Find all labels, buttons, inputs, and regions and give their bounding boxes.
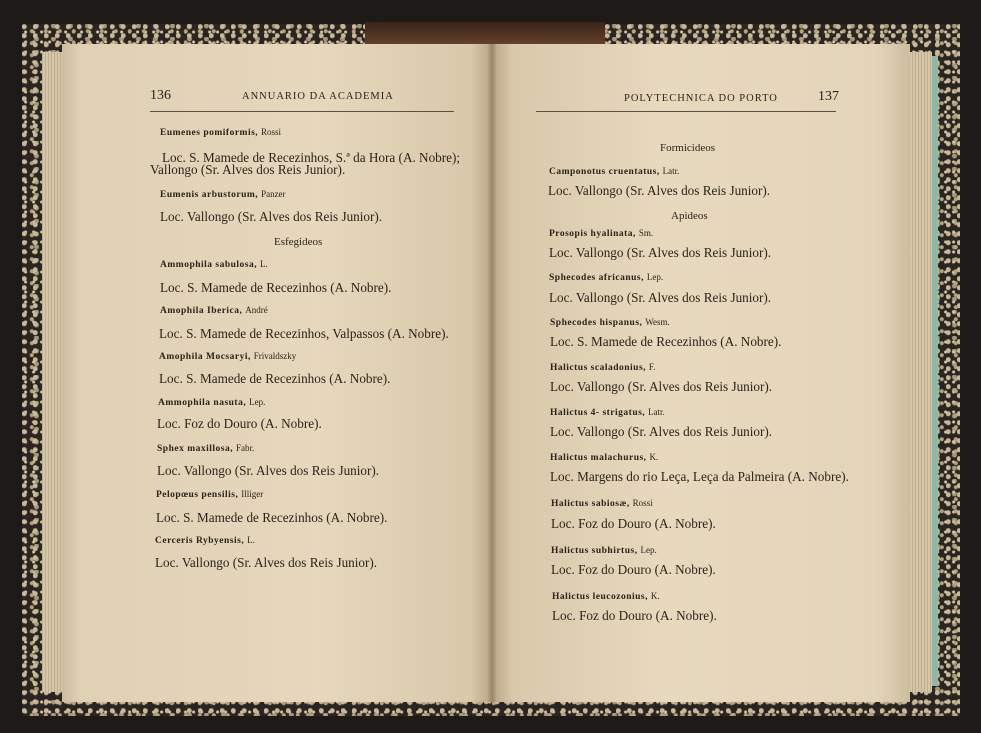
species-name: Sphecodes hispanus, Wesm. xyxy=(550,317,670,328)
left-page-number: 136 xyxy=(150,88,171,103)
species-name: Cerceris Rybyensis, L. xyxy=(155,535,255,546)
species-name: Camponotus cruentatus, Latr. xyxy=(549,166,680,177)
species-name: Amophila Mocsaryi, Frivaldszky xyxy=(159,351,297,362)
species-name: Sphecodes africanus, Lep. xyxy=(549,272,664,283)
species-name: Halictus subhirtus, Lep. xyxy=(551,545,657,556)
right-page-number: 137 xyxy=(818,89,839,104)
species-name: Eumenes pomiformis, Rossi xyxy=(160,127,282,138)
locality-text: Loc. Margens do rio Leça, Leça da Palmeira (A. Nobre). xyxy=(550,469,849,484)
species-name: Ammophila sabulosa, L. xyxy=(160,259,268,270)
section-heading: Esfegideos xyxy=(274,236,323,248)
section-heading: Apideos xyxy=(671,210,708,222)
species-name: Eumenis arbustorum, Panzer xyxy=(160,189,286,200)
locality-text: Loc. S. Mamede de Recezinhos, Valpassos (A. Nobre). xyxy=(159,326,449,341)
left-running-head: ANNUARIO DA ACADEMIA xyxy=(242,91,394,102)
species-name: Prosopis hyalinata, Sm. xyxy=(549,228,654,239)
locality-text: Loc. Foz do Douro (A. Nobre). xyxy=(551,562,716,577)
species-name: Halictus malachurus, K. xyxy=(550,452,659,463)
locality-text: Loc. Vallongo (Sr. Alves dos Reis Junior). xyxy=(548,183,771,198)
species-name: Halictus 4- strigatus, Latr. xyxy=(550,407,665,418)
species-name: Amophila Iberica, André xyxy=(160,305,268,316)
species-name: Halictus sabiosæ, Rossi xyxy=(551,498,653,509)
locality-text: Loc. Foz do Douro (A. Nobre). xyxy=(552,608,717,623)
locality-text: Loc. S. Mamede de Recezinhos, S.ª da Hora (A. Nobre); xyxy=(162,150,461,165)
left-head-rule xyxy=(150,111,454,112)
locality-text: Loc. Vallongo (Sr. Alves dos Reis Junior). xyxy=(549,290,772,305)
locality-text: Loc. Vallongo (Sr. Alves dos Reis Junior). xyxy=(160,209,383,224)
locality-text: Loc. S. Mamede de Recezinhos (A. Nobre). xyxy=(156,510,388,525)
locality-text: Vallongo (Sr. Alves dos Reis Junior). xyxy=(150,162,346,177)
locality-text: Loc. Vallongo (Sr. Alves dos Reis Junior). xyxy=(157,463,380,478)
species-name: Sphex maxillosa, Fabr. xyxy=(157,443,255,454)
species-name: Halictus scaladonius, F. xyxy=(550,362,656,373)
section-heading: Formicideos xyxy=(660,142,715,154)
species-name: Pelopœus pensilis, Illiger xyxy=(156,489,264,500)
locality-text: Loc. Vallongo (Sr. Alves dos Reis Junior). xyxy=(550,379,773,394)
page-edges-left xyxy=(42,52,62,692)
species-name: Halictus leucozonius, K. xyxy=(552,591,660,602)
page-edges-right xyxy=(910,52,932,692)
right-running-head: POLYTECHNICA DO PORTO xyxy=(624,93,778,104)
gutter xyxy=(487,44,497,702)
locality-text: Loc. S. Mamede de Recezinhos (A. Nobre). xyxy=(160,280,392,295)
locality-text: Loc. Foz do Douro (A. Nobre). xyxy=(551,516,716,531)
locality-text: Loc. S. Mamede de Recezinhos (A. Nobre). xyxy=(550,334,782,349)
locality-text: Loc. Foz do Douro (A. Nobre). xyxy=(157,416,322,431)
locality-text: Loc. Vallongo (Sr. Alves dos Reis Junior). xyxy=(550,424,773,439)
locality-text: Loc. Vallongo (Sr. Alves dos Reis Junior). xyxy=(549,245,772,260)
locality-text: Loc. Vallongo (Sr. Alves dos Reis Junior). xyxy=(155,555,378,570)
right-head-rule xyxy=(536,111,836,112)
locality-text: Loc. S. Mamede de Recezinhos (A. Nobre). xyxy=(159,371,391,386)
species-name: Ammophila nasuta, Lep. xyxy=(158,397,266,408)
page-edge-color xyxy=(932,56,938,686)
